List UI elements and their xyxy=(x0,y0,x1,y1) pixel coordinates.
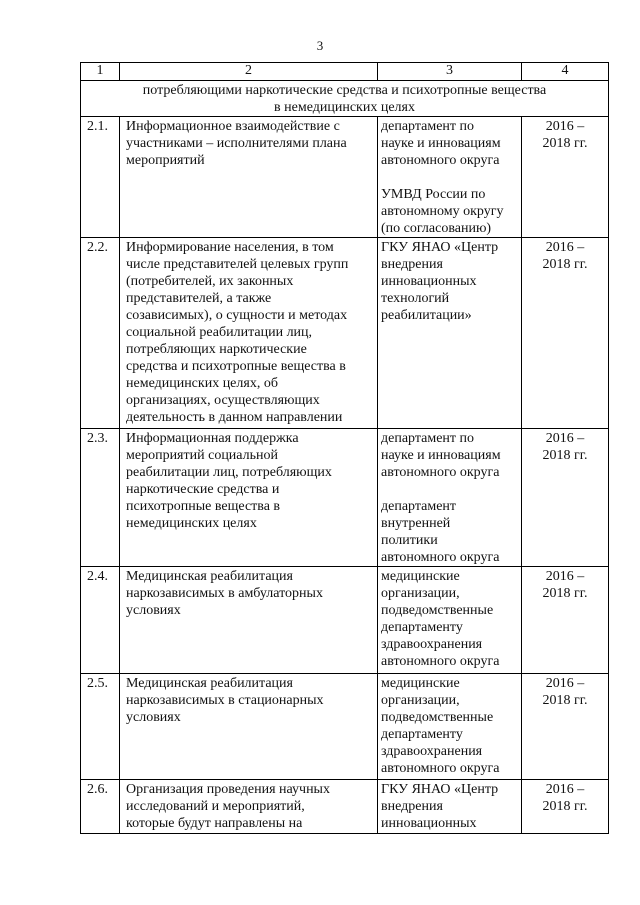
item-number-cell xyxy=(81,238,120,429)
action-plan-table xyxy=(80,62,609,834)
responsible-executors-cell xyxy=(378,567,522,674)
item-number: 2.6. xyxy=(87,782,108,797)
task-description-line: числе представителей целевых групп xyxy=(126,257,349,272)
executor-line: организации, xyxy=(381,693,460,708)
implementation-period-cell xyxy=(522,674,609,780)
period-line: 2018 гг. xyxy=(542,693,588,708)
executor-group xyxy=(381,498,518,566)
task-description-line: деятельность в данном направлении xyxy=(126,410,343,425)
task-description-line: участниками – исполнителями плана xyxy=(126,136,347,151)
executor-line: технологий xyxy=(381,291,450,306)
executor-line: (по согласованию) xyxy=(381,221,492,236)
executor-line: медицинские xyxy=(381,569,460,584)
responsible-executors-cell xyxy=(378,674,522,780)
executor-line: автономному округу xyxy=(381,204,504,219)
item-number: 2.3. xyxy=(87,431,108,446)
period-line: 2018 гг. xyxy=(542,136,588,151)
task-description-line: реабилитации лиц, потребляющих xyxy=(126,465,332,480)
task-description-line: психотропные вещества в xyxy=(126,499,281,514)
section-heading-row xyxy=(81,81,609,117)
executor-line: автономного округа xyxy=(381,550,500,565)
task-description-line: Медицинская реабилитация xyxy=(126,569,293,584)
implementation-period-cell xyxy=(522,567,609,674)
period-line: 2018 гг. xyxy=(542,799,588,814)
item-number-cell xyxy=(81,674,120,780)
section-heading-cell xyxy=(81,81,609,117)
executor-line: автономного округа xyxy=(381,654,500,669)
executor-line: науке и инновациям xyxy=(381,136,501,151)
executor-group xyxy=(381,118,518,169)
responsible-executors-cell xyxy=(378,238,522,429)
item-number: 2.1. xyxy=(87,119,108,134)
executor-line: ГКУ ЯНАО «Центр xyxy=(381,240,499,255)
executor-line: здравоохранения xyxy=(381,744,483,759)
section-heading-line: в немедицинских целях xyxy=(274,100,415,115)
task-description-line: Информационное взаимодействие с xyxy=(126,119,340,134)
task-description-line: немедицинских целях xyxy=(126,516,257,531)
table-row xyxy=(81,780,609,834)
implementation-period-cell xyxy=(522,238,609,429)
executor-line: подведомственные xyxy=(381,710,494,725)
task-description-line: (потребителей, их законных xyxy=(126,274,294,289)
task-description-line: наркотические средства и xyxy=(126,482,280,497)
task-description-line: Организация проведения научных xyxy=(126,782,330,797)
executor-line: автономного округа xyxy=(381,761,500,776)
executor-line: департамент xyxy=(381,499,457,514)
executor-line: здравоохранения xyxy=(381,637,483,652)
executor-line: ГКУ ЯНАО «Центр xyxy=(381,782,499,797)
task-description-cell xyxy=(120,567,378,674)
item-number: 2.4. xyxy=(87,569,108,584)
page-number: 3 xyxy=(316,38,324,53)
task-description-line: Информационная поддержка xyxy=(126,431,299,446)
item-number: 2.5. xyxy=(87,676,108,691)
period-line: 2016 – xyxy=(545,431,585,446)
task-description-line: условиях xyxy=(126,603,181,618)
task-description-cell xyxy=(120,238,378,429)
implementation-period-cell xyxy=(522,429,609,567)
period-line: 2016 – xyxy=(545,569,585,584)
executor-group-gap xyxy=(381,481,518,498)
task-description-line: немедицинских целях, об xyxy=(126,376,278,391)
period-line: 2016 – xyxy=(545,119,585,134)
table-row xyxy=(81,567,609,674)
executor-line: науке и инновациям xyxy=(381,448,501,463)
task-description-line: наркозависимых в стационарных xyxy=(126,693,324,708)
executor-line: инновационных xyxy=(381,274,477,289)
implementation-period-cell xyxy=(522,117,609,238)
task-description-cell xyxy=(120,429,378,567)
task-description-cell xyxy=(120,674,378,780)
executor-group xyxy=(381,781,518,832)
executor-group xyxy=(381,675,518,777)
executor-line: внедрения xyxy=(381,799,443,814)
responsible-executors-cell xyxy=(378,429,522,567)
executor-line: департаменту xyxy=(381,620,463,635)
task-description-line: мероприятий социальной xyxy=(126,448,278,463)
column-number-cell: 2 xyxy=(120,63,378,81)
period-line: 2018 гг. xyxy=(542,448,588,463)
executor-line: подведомственные xyxy=(381,603,494,618)
task-description-line: Медицинская реабилитация xyxy=(126,676,293,691)
task-description-line: исследований и мероприятий, xyxy=(126,799,305,814)
period-line: 2018 гг. xyxy=(542,257,588,272)
table-row xyxy=(81,429,609,567)
executor-line: внедрения xyxy=(381,257,443,272)
task-description-line: организациях, осуществляющих xyxy=(126,393,320,408)
task-description-line: созависимых), о сущности и методах xyxy=(126,308,348,323)
task-description-line: которые будут направлены на xyxy=(126,816,303,831)
task-description-line: Информирование населения, в том xyxy=(126,240,334,255)
task-description-line: социальной реабилитации лиц, xyxy=(126,325,313,340)
responsible-executors-cell xyxy=(378,780,522,834)
executor-group xyxy=(381,430,518,481)
column-number-row xyxy=(81,63,609,81)
task-description-cell xyxy=(120,780,378,834)
period-line: 2016 – xyxy=(545,782,585,797)
executor-line: медицинские xyxy=(381,676,460,691)
executor-group xyxy=(381,568,518,670)
executor-line: УМВД России по xyxy=(381,187,486,202)
table-row xyxy=(81,238,609,429)
executor-line: реабилитации» xyxy=(381,308,472,323)
task-description-line: мероприятий xyxy=(126,153,205,168)
executor-line: организации, xyxy=(381,586,460,601)
task-description-line: условиях xyxy=(126,710,181,725)
period-line: 2016 – xyxy=(545,676,585,691)
table-row xyxy=(81,117,609,238)
item-number-cell xyxy=(81,117,120,238)
task-description-line: средства и психотропные вещества в xyxy=(126,359,346,374)
period-line: 2018 гг. xyxy=(542,586,588,601)
item-number-cell xyxy=(81,780,120,834)
task-description-line: потребляющих наркотические xyxy=(126,342,307,357)
period-line: 2016 – xyxy=(545,240,585,255)
executor-line: департаменту xyxy=(381,727,463,742)
task-description-line: представителей, а также xyxy=(126,291,272,306)
section-heading-line: потребляющими наркотические средства и психотропные вещества xyxy=(142,83,547,98)
responsible-executors-cell xyxy=(378,117,522,238)
executor-line: политики xyxy=(381,533,438,548)
executor-group xyxy=(381,186,518,237)
column-number-cell: 1 xyxy=(81,63,120,81)
item-number-cell xyxy=(81,429,120,567)
item-number: 2.2. xyxy=(87,240,108,255)
executor-group-gap xyxy=(381,169,518,186)
executor-line: автономного округа xyxy=(381,465,500,480)
column-number-cell: 3 xyxy=(378,63,522,81)
table-row xyxy=(81,674,609,780)
implementation-period-cell xyxy=(522,780,609,834)
executor-line: автономного округа xyxy=(381,153,500,168)
executor-line: инновационных xyxy=(381,816,477,831)
executor-line: внутренней xyxy=(381,516,451,531)
task-description-cell xyxy=(120,117,378,238)
executor-line: департамент по xyxy=(381,431,475,446)
executor-line: департамент по xyxy=(381,119,475,134)
task-description-line: наркозависимых в амбулаторных xyxy=(126,586,323,601)
item-number-cell xyxy=(81,567,120,674)
executor-group xyxy=(381,239,518,324)
column-number-cell: 4 xyxy=(522,63,609,81)
